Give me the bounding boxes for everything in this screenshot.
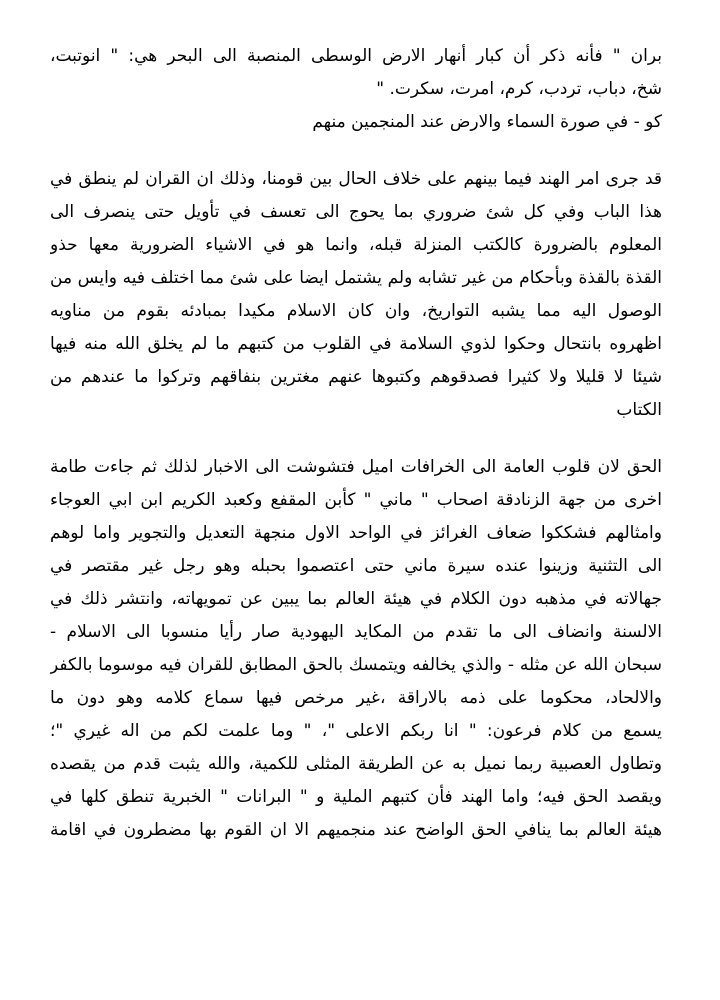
text-line: الى التثنية وزينوا عنده سيرة ماني حتى اعتصموا بحبله وهو رجل غير مقتصر في <box>50 556 662 576</box>
text-line: سبحان الله عن مثله - والذي يخالفه ويتمسك بالحق المطابق للقران فيه موسوما بالكفر <box>50 655 662 675</box>
text-line: الكتاب <box>616 400 662 420</box>
text-line: اخرى من جهة الزنادقة اصحاب " ماني " كأبن المقفع وكعبد الكريم ابن ابي العوجاء <box>50 490 662 510</box>
text-line: شخ، دباب، تردب، كرم، امرت، سكرت. " <box>376 79 662 99</box>
text-line: وتطاول العصبية ربما نميل به عن الطريقة المثلى للكمية، والله يثبت قدم من يقصده <box>50 754 662 774</box>
heading-line: كو - في صورة السماء والارض عند المنجمين منهم <box>312 112 662 132</box>
paragraph-gap <box>50 427 662 451</box>
text-line: هذا الباب وفي كل شئ ضروري بما يحوج الى تعسف في تأويل حتى ينصرف الى <box>50 202 662 222</box>
text-line: اظهروه بانتحال وحكوا لذوي السلامة في القلوب من كتبهم ما لم يخلق الله منه فيها <box>50 334 662 354</box>
paragraph-india <box>50 163 662 427</box>
paragraph-truth <box>50 451 662 847</box>
text-line: القذة بالقذة وبأحكام من غير تشابه ولم يشتمل ايضا على شئ مما اختلف فيه وايس من <box>50 268 662 288</box>
paragraph-rivers <box>50 40 662 106</box>
section-heading <box>50 106 662 139</box>
text-line: والالحاد، محكوما على ذمه بالاراقة ،غير مرخص فيها سماع كلامه وهو دون ما <box>50 688 662 708</box>
text-line: المعلوم بالضرورة كالكتب المنزلة قبله، وانما هو في الاشياء الضرورية معها حذو <box>50 235 662 255</box>
text-line: هيئة العالم بما ينافي الحق الواضح عند منجميهم الا ان القوم بها مضطرون في اقامة <box>50 820 662 840</box>
text-line: الالسنة وانضاف الى ما تقدم من المكايد اليهودية صار رأيا منسوبا الى الاسلام - <box>50 622 662 642</box>
paragraph-gap <box>50 139 662 163</box>
text-line: جهالاته في مذهبه دون الكلام في هيئة العالم بما يبين عن تمويهاته، وانتشر ذلك في <box>50 589 662 609</box>
text-line: الوصول اليه مما يشبه التواريخ، وان كان الاسلام مكيدا بمبادئه بقوم من مناويه <box>50 301 662 321</box>
text-line: الحق لان قلوب العامة الى الخرافات اميل فتشوشت الى الاخبار لذلك ثم جاءت طامة <box>50 457 662 477</box>
text-line: وامثالهم فشككوا ضعاف الغرائز في الواحد الاول منجهة التعديل والتجوير واما لوهم <box>50 523 662 543</box>
text-line: قد جرى امر الهند فيما بينهم على خلاف الحال بين قومنا، وذلك ان القران لم ينطق في <box>50 169 662 189</box>
text-line: ويقصد الحق فيه؛ واما الهند فأن كتبهم الملية و " البرانات " الخبرية تنطق كلها في <box>50 787 662 807</box>
text-line: يسمع من كلام فرعون: " انا ربكم الاعلى "، " وما علمت لكم من اله غيري "؛ <box>50 721 662 741</box>
text-line: بران " فأنه ذكر أن كبار أنهار الارض الوسطى المنصبة الى البحر هي: " انوتبت، <box>50 46 662 66</box>
text-line: شيئا لا قليلا ولا كثيرا فصدقوهم وكتبوها عنهم مغترين بنفاقهم وتركوا ما عندهم من <box>50 367 662 387</box>
